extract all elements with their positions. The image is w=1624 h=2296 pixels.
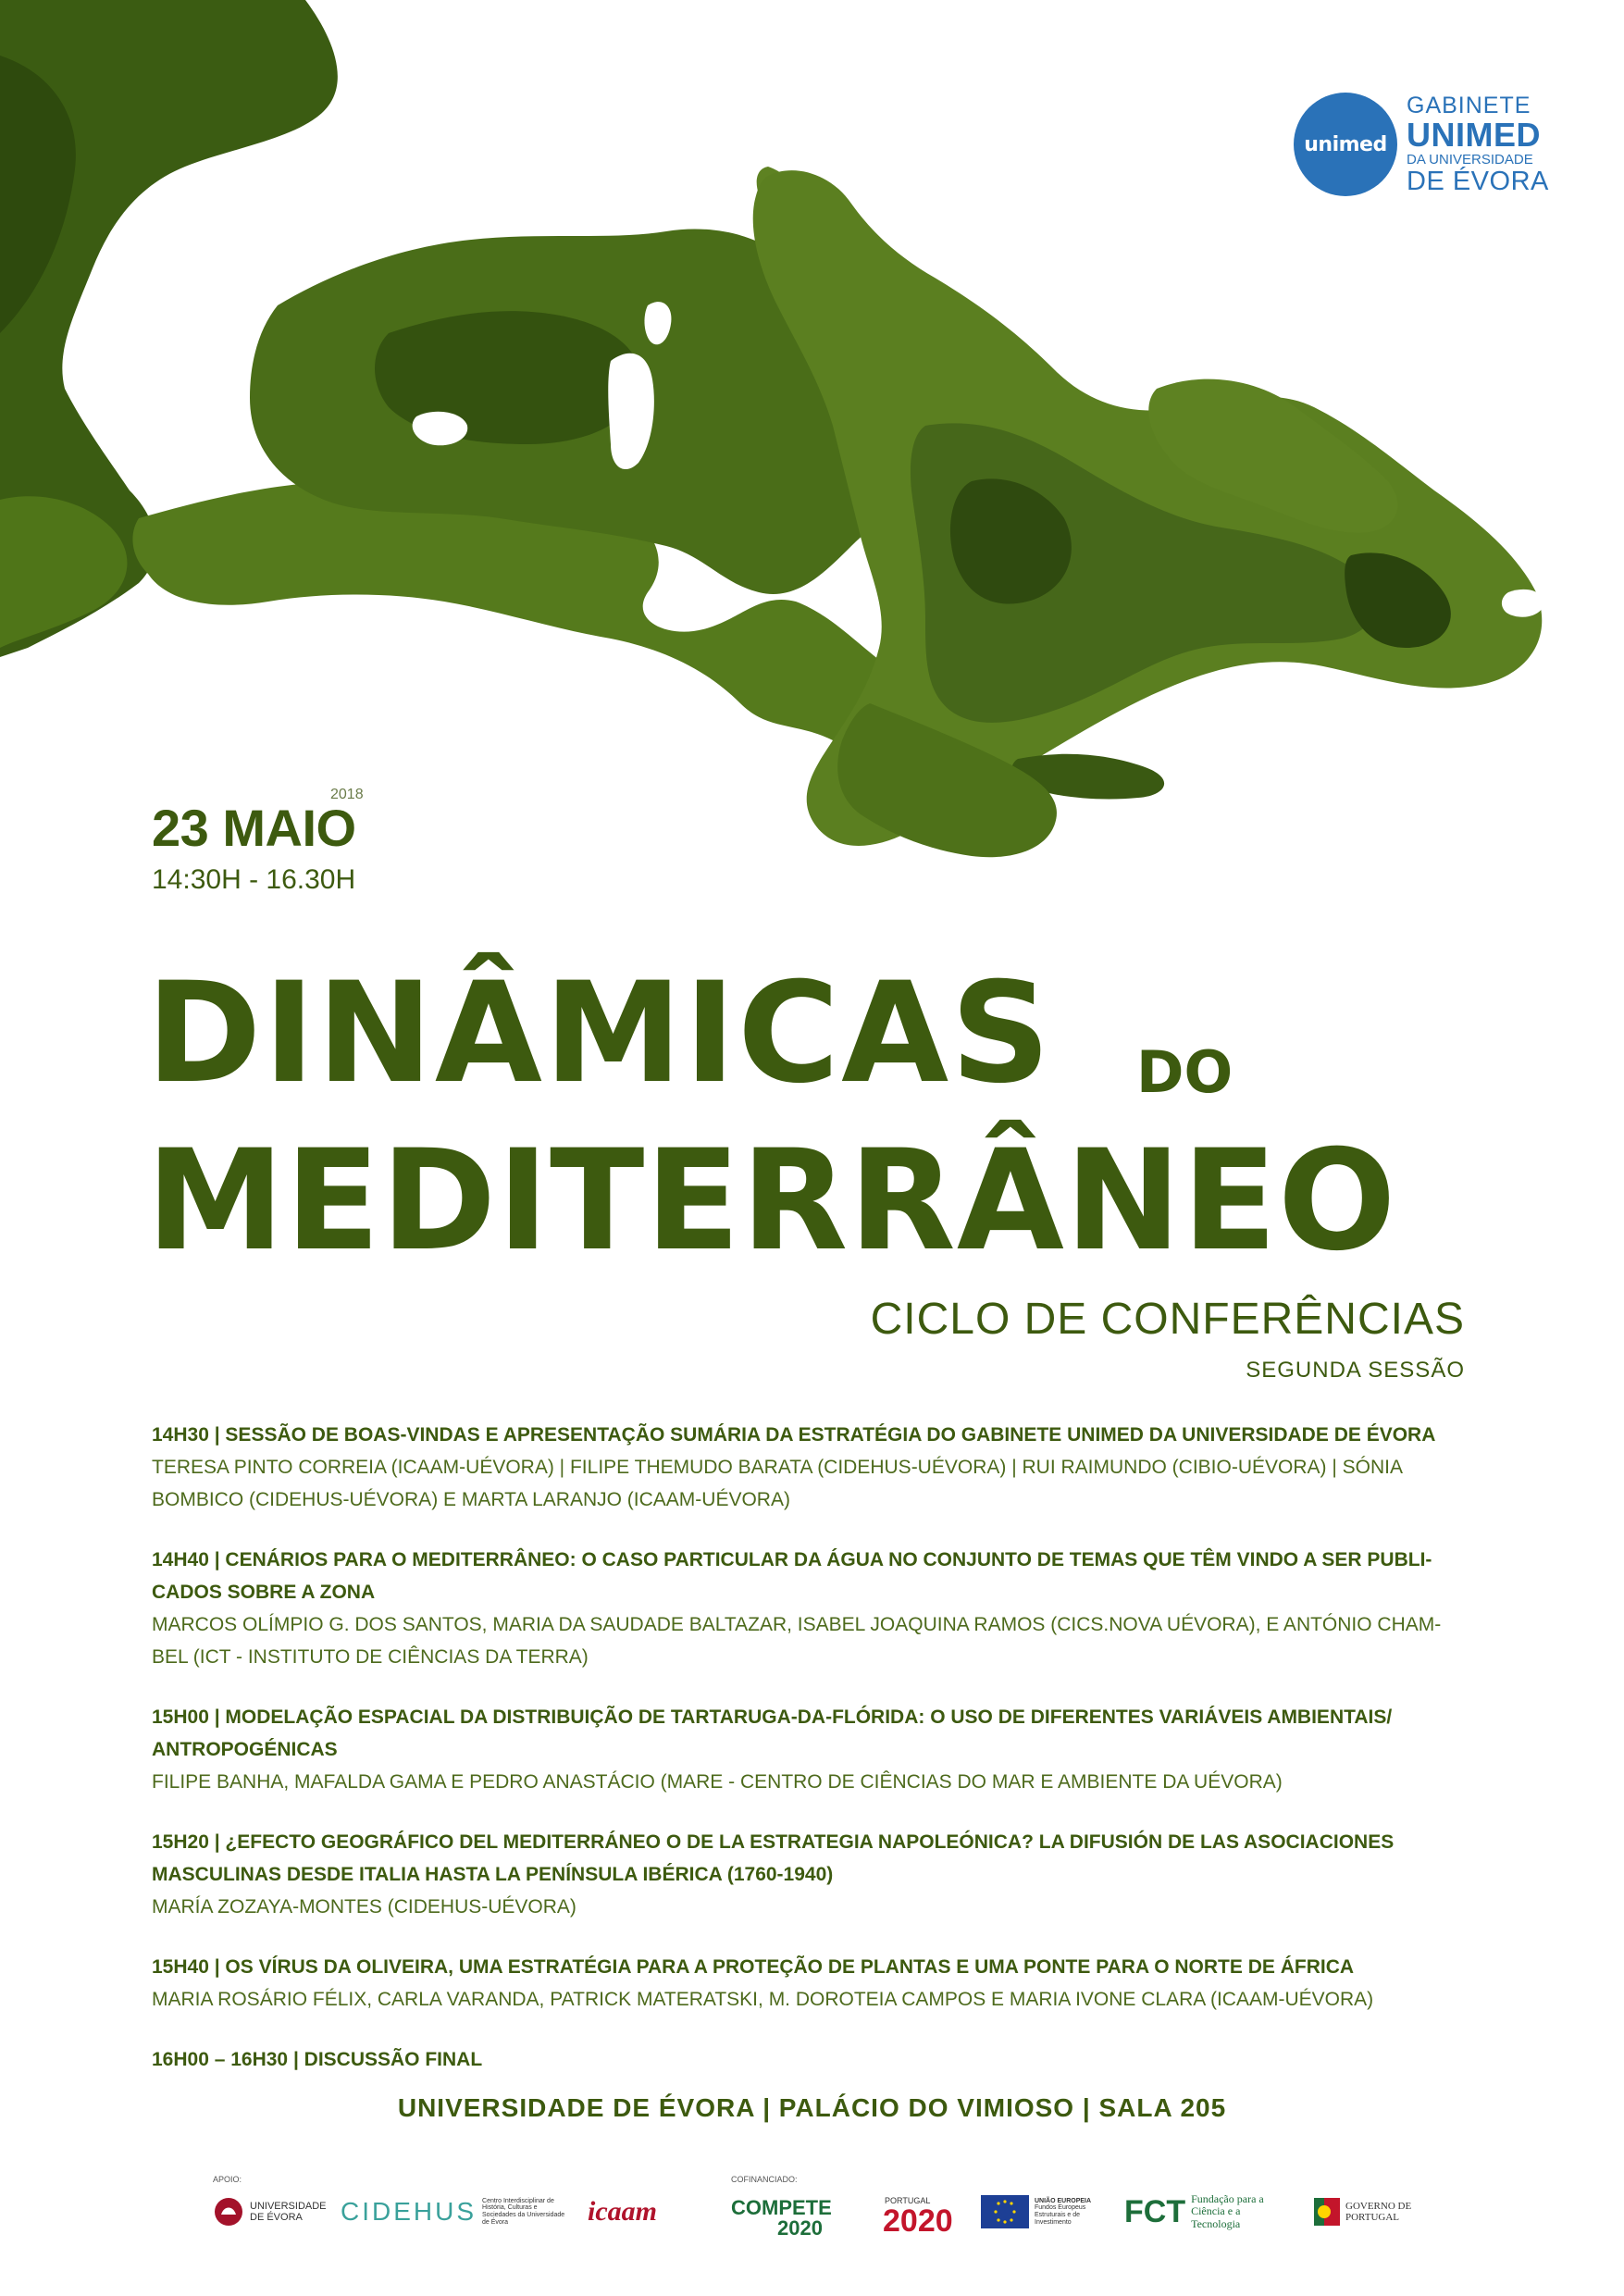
program-item-title: 15H40 | OS VÍRUS DA OLIVEIRA, UMA ESTRATÉGIA PARA A PROTEÇÃO DE PLANTAS E UMA PONTE PARA O NORTE DE ÁFRICA	[152, 1956, 1355, 1978]
program-item-title: 16H00 – 16H30 | DISCUSSÃO FINAL	[152, 2049, 483, 2070]
portugal2020-label: PORTUGAL	[885, 2196, 931, 2205]
compete-year: 2020	[777, 2216, 823, 2240]
fct-description: Fundação para a Ciência e a Tecnologia	[1191, 2192, 1264, 2230]
portugal-shield-icon	[1314, 2198, 1340, 2226]
eu-name: UNIÃO EUROPEIA	[1035, 2197, 1092, 2204]
logo-line-evora: DE ÉVORA	[1407, 167, 1549, 196]
title-line-1: DINÂMICAS	[146, 953, 1053, 1114]
uevora-name: UNIVERSIDADE DE ÉVORA	[250, 2200, 327, 2223]
program-item-title: 15H20 | ¿EFECTO GEOGRÁFICO DEL MEDITERRÁNEO O DE LA ESTRATEGIA NAPOLEÓNICA? LA DIFUSIÓN DE LAS ASOCIACIONES MASCULINAS DESDE ITALIA HASTA LA PENÍNSULA IBÉRICA (1760-1940)	[152, 1831, 1395, 1885]
compete-logo	[731, 2175, 847, 2249]
program-item	[152, 1701, 1468, 1798]
portugal2020-year: 2020	[883, 2203, 953, 2239]
icaam-wordmark: icaam	[588, 2196, 657, 2227]
fct-wordmark: FCT	[1124, 2193, 1186, 2229]
eu-flag-icon	[981, 2195, 1029, 2228]
eu-description	[1035, 2198, 1095, 2227]
fct-logo	[1124, 2175, 1300, 2249]
program-item-title: 14H40 | CENÁRIOS PARA O MEDITERRÂNEO: O CASO PARTICULAR DA ÁGUA NO CONJUNTO DE TEMAS QUE TÊM VINDO A SER PUBLI-CADOS SOBRE A ZONA	[152, 1549, 1432, 1603]
icaam-logo	[588, 2175, 699, 2249]
sponsor-logos	[194, 2175, 1434, 2249]
governo-logo	[1314, 2175, 1425, 2249]
program-item	[152, 1419, 1468, 1516]
title-connector: DO	[1136, 1038, 1233, 1106]
event-year: 2018	[330, 787, 364, 802]
venue-line: UNIVERSIDADE DE ÉVORA | PALÁCIO DO VIMIOSO | SALA 205	[397, 2093, 1227, 2122]
eu-logo	[981, 2175, 1097, 2249]
title-line-2: MEDITERRÂNEO	[146, 1121, 1397, 1282]
governo-name: GOVERNO DE PORTUGAL	[1345, 2200, 1412, 2223]
cidehus-description: Centro Interdisciplinar de História, Culturas e Sociedades da Universidade de Évora	[482, 2197, 565, 2226]
program-item-speakers: MARCOS OLÍMPIO G. DOS SANTOS, MARIA DA SAUDADE BALTAZAR, ISABEL JOAQUINA RAMOS (CICS.NOVA UÉVORA), E ANTÓNIO CHAM-BEL (ICT - INSTITUTO DE CIÊNCIAS DA TERRA)	[152, 1614, 1442, 1668]
session-label: SEGUNDA SESSÃO	[1246, 1358, 1465, 1383]
program-item	[152, 1544, 1468, 1673]
cidehus-logo	[341, 2175, 572, 2249]
logo-line-gabinete: GABINETE	[1407, 93, 1531, 118]
program-item-speakers: TERESA PINTO CORREIA (ICAAM-UÉVORA) | FILIPE THEMUDO BARATA (CIDEHUS-UÉVORA) | RUI RAIMUNDO (CIBIO-UÉVORA) | SÓNIA BOMBICO (CIDEHUS-UÉVORA) E MARTA LARANJO (ICAAM-UÉVORA)	[152, 1457, 1402, 1510]
program-item	[152, 1826, 1468, 1923]
program-item-speakers: FILIPE BANHA, MAFALDA GAMA E PEDRO ANASTÁCIO (MARE - CENTRO DE CIÊNCIAS DO MAR E AMBIENTE DA UÉVORA)	[152, 1771, 1283, 1793]
unimed-logo-circle: unimed	[1294, 93, 1397, 196]
program-item-title: 15H00 | MODELAÇÃO ESPACIAL DA DISTRIBUIÇÃO DE TARTARUGA-DA-FLÓRIDA: O USO DE DIFERENTES VARIÁVEIS AMBIENTAIS/ ANTROPOGÉNICAS	[152, 1706, 1393, 1760]
compete-wordmark: COMPETE	[731, 2196, 832, 2219]
program-item-title: 14H30 | SESSÃO DE BOAS-VINDAS E APRESENTAÇÃO SUMÁRIA DA ESTRATÉGIA DO GABINETE UNIMED DA UNIVERSIDADE DE ÉVORA	[152, 1424, 1436, 1446]
cidehus-wordmark: CIDEHUS	[341, 2197, 477, 2226]
logo-line-universidade: DA UNIVERSIDADE	[1407, 152, 1533, 168]
logo-line-unimed: UNIMED	[1407, 116, 1541, 154]
event-time: 14:30H - 16.30H	[152, 864, 356, 895]
subtitle: CICLO DE CONFERÊNCIAS	[870, 1295, 1465, 1344]
program-item-speakers: MARIA ROSÁRIO FÉLIX, CARLA VARANDA, PATRICK MATERATSKI, M. DOROTEIA CAMPOS E MARIA IVONE CLARA (ICAAM-UÉVORA)	[152, 1989, 1374, 2010]
uevora-logo	[213, 2175, 342, 2249]
apoio-label: APOIO:	[213, 2175, 242, 2184]
portugal2020-logo	[859, 2175, 965, 2249]
unimed-logo-text	[1407, 94, 1549, 195]
program-item	[152, 1951, 1468, 2016]
program-item	[152, 2043, 1468, 2076]
cofinanciado-label: COFINANCIADO:	[731, 2175, 798, 2184]
event-date: 23 MAIO	[152, 799, 356, 857]
program-list	[152, 1419, 1468, 2104]
program-item-speakers: MARÍA ZOZAYA-MONTES (CIDEHUS-UÉVORA)	[152, 1896, 576, 1917]
uevora-emblem-icon	[213, 2196, 244, 2228]
eu-funds: Fundos Europeus Estruturais e de Investimento	[1035, 2204, 1086, 2226]
unimed-logo	[1294, 93, 1590, 204]
